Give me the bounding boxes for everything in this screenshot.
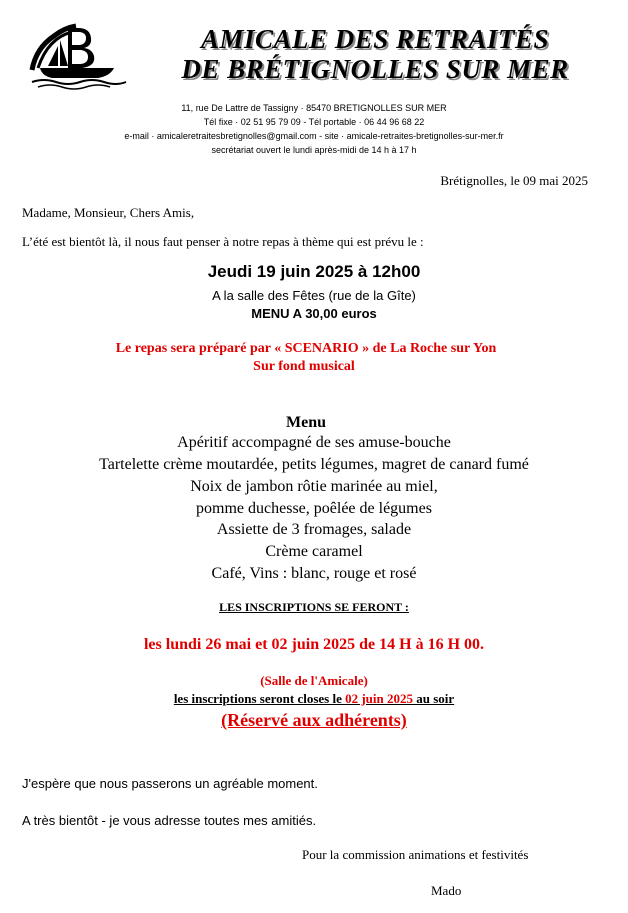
email-site-line: e-mail · amicaleretraitesbretignolles@gmail.com - site · amicale-retraites-bretignolles-sur-mer.fr [124,131,504,141]
event-date-time: Jeudi 19 juin 2025 à 12h00 [207,262,421,281]
event-price: MENU A 30,00 euros [251,306,377,321]
closing-prefix: les inscriptions seront closes le [173,691,346,706]
members-only-notice: (Réservé aux adhérents) [221,710,407,730]
salutation: Madame, Monsieur, Chers Amis, [22,205,195,220]
association-title-line2: DE BRÉTIGNOLLES SUR MER [181,54,569,84]
address-line: 11, rue De Lattre de Tassigny · 85470 BRETIGNOLLES SUR MER [181,103,447,113]
registration-heading: LES INSCRIPTIONS SE FERONT : [219,600,409,614]
menu-item: Assiette de 3 fromages, salade [216,521,412,538]
closing-line2: A très bientôt - je vous adresse toutes mes amitiés. [22,813,317,828]
commission-line: Pour la commission animations et festivités [302,847,529,862]
menu-item: pomme duchesse, poêlée de légumes [196,500,432,517]
letter-date: Brétignolles, le 09 mai 2025 [440,173,588,188]
closing-line1: J'espère que nous passerons un agréable moment. [22,776,318,791]
registration-place: (Salle de l'Amicale) [260,673,368,688]
menu-item: Tartelette crème moutardée, petits légumes, magret de canard fumé [99,456,529,473]
secretariat-hours: secrétariat ouvert le lundi après-midi de 14 h à 17 h [211,145,417,155]
amicale-logo-icon [28,18,128,90]
music-line: Sur fond musical [253,359,355,374]
menu-item: Apéritif accompagné de ses amuse-bouche [177,434,451,451]
association-title-line1: AMICALE DES RETRAITÉS [200,24,550,54]
phone-line: Tél fixe · 02 51 95 79 09 - Tél portable · 06 44 96 68 22 [203,117,425,127]
menu-item: Noix de jambon rôtie marinée au miel, [190,478,438,495]
event-venue: A la salle des Fêtes (rue de la Gîte) [212,288,416,303]
menu-item: Crème caramel [265,543,363,560]
signature: Mado [431,883,462,898]
menu-item: Café, Vins : blanc, rouge et rosé [211,565,417,582]
registration-closing [0,691,628,707]
menu-heading: Menu [286,414,326,431]
closing-date: 02 juin 2025 [345,691,413,706]
registration-dates: les lundi 26 mai et 02 juin 2025 de 14 H à 16 H 00. [143,636,485,653]
intro-text: L’été est bientôt là, il nous faut penser à notre repas à thème qui est prévu le : [22,234,424,249]
closing-suffix: au soir [413,691,455,706]
caterer-line: Le repas sera préparé par « SCENARIO » de La Roche sur Yon [115,341,497,356]
